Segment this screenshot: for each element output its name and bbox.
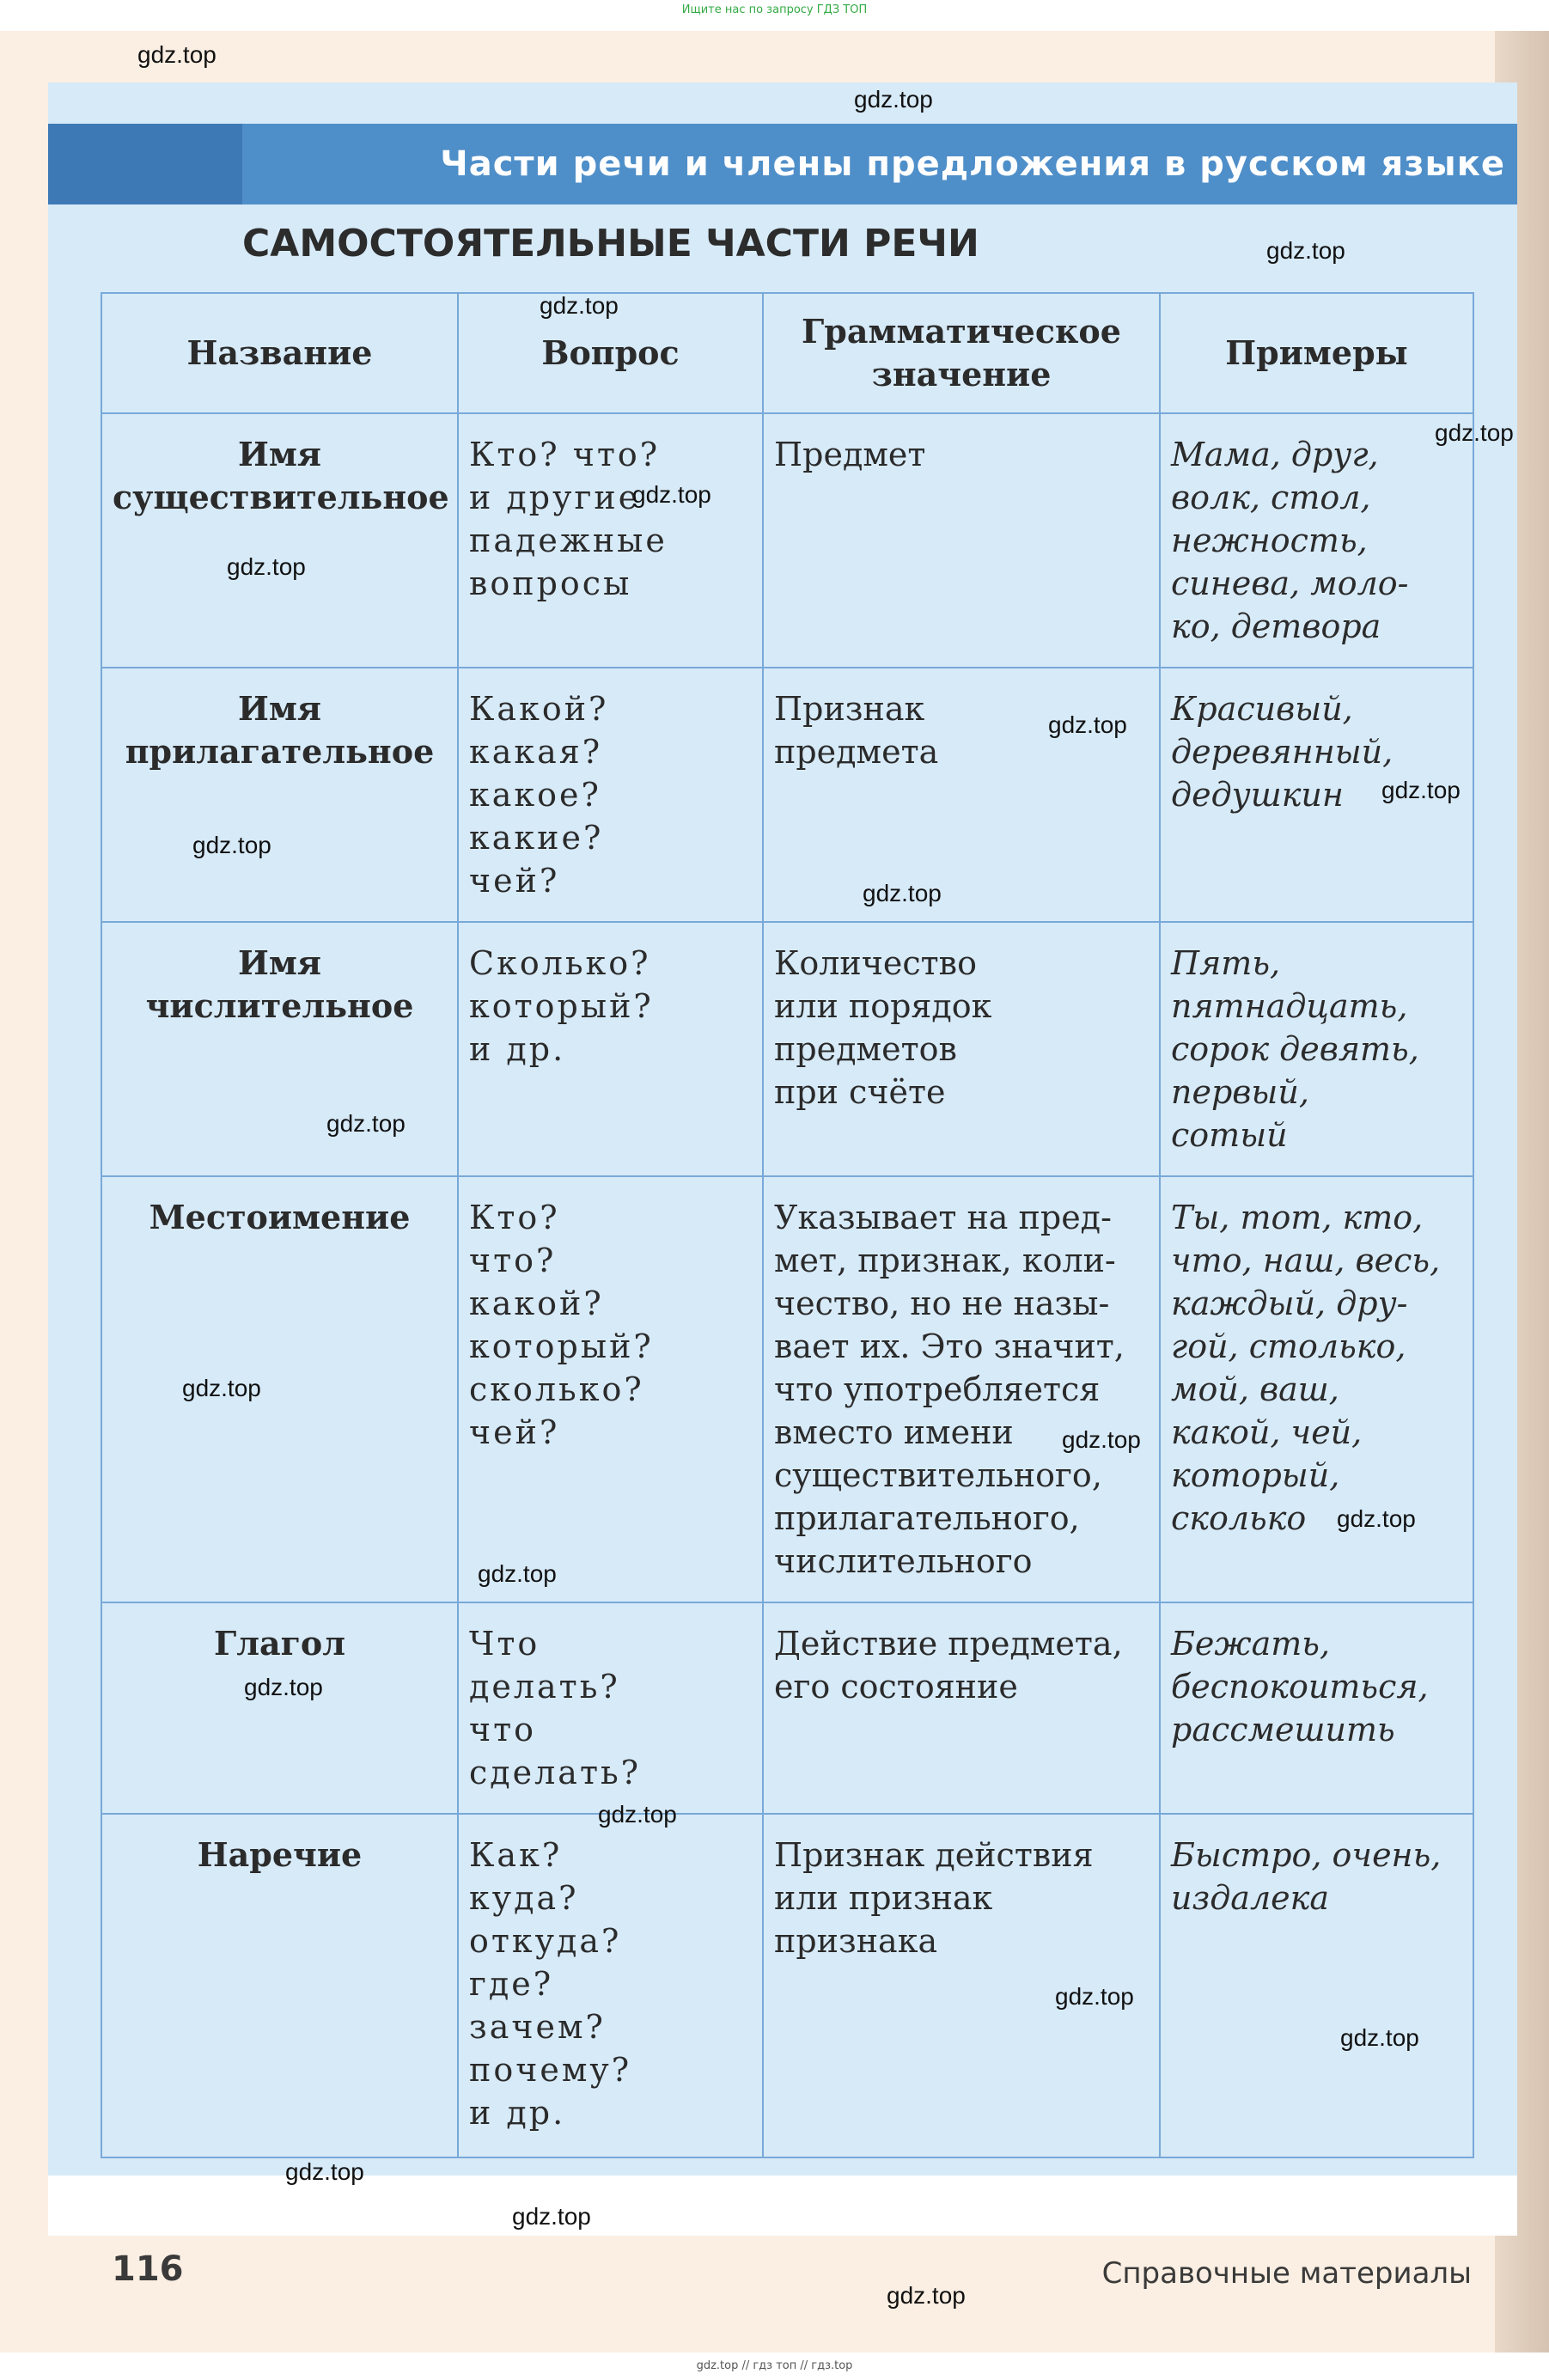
part-of-speech-name: Имя прилагательное <box>101 668 458 922</box>
watermark: gdz.top <box>227 553 306 580</box>
column-header-question: Вопрос <box>458 293 763 413</box>
examples-cell: Красивый, деревянный, дедушкин <box>1160 668 1473 922</box>
footer-section-label: Справочные материалы <box>1101 2256 1472 2291</box>
page-header-title: Части речи и члены предложения в русском языке <box>440 144 1505 184</box>
table-row <box>101 668 1473 922</box>
column-header-meaning: Грамматическое значение <box>763 293 1160 413</box>
part-of-speech-name: Глагол <box>101 1602 458 1814</box>
part-of-speech-name: Местоимение <box>101 1176 458 1602</box>
question-cell: Кто? что? какой? который? сколько? чей? <box>458 1176 763 1602</box>
examples-cell: Бежать, беспокоиться, рассмешить <box>1160 1602 1473 1814</box>
watermark: gdz.top <box>244 1674 323 1700</box>
watermark: gdz.top <box>137 41 216 68</box>
meaning-cell: Предмет <box>763 413 1160 668</box>
watermark: gdz.top <box>285 2158 364 2185</box>
watermark: gdz.top <box>887 2282 966 2309</box>
watermark: gdz.top <box>182 1375 261 1401</box>
question-cell: Как? куда? откуда? где? зачем? почему? и др. <box>458 1814 763 2157</box>
watermark: gdz.top <box>326 1110 406 1137</box>
examples-cell: Мама, друг, волк, стол, нежность, синева, моло- ко, детвора <box>1160 413 1473 668</box>
table-row <box>101 1602 1473 1814</box>
meaning-cell: Действие предмета, его состояние <box>763 1602 1160 1814</box>
table-header-row <box>101 293 1473 413</box>
meaning-cell: Признак действия или признак признака <box>763 1814 1160 2157</box>
watermark: gdz.top <box>1337 1505 1416 1532</box>
watermark: gdz.top <box>598 1801 677 1828</box>
parts-of-speech-table <box>101 292 1474 2158</box>
question-cell: Кто? что? и другие падежные вопросы <box>458 413 763 668</box>
top-notice: Ищите нас по запросу ГДЗ ТОП <box>681 3 868 16</box>
watermark: gdz.top <box>854 86 933 113</box>
examples-cell: Ты, тот, кто, что, наш, весь, каждый, дру- гой, столько, мой, ваш, какой, чей, который, сколько <box>1160 1176 1473 1602</box>
section-title: САМОСТОЯТЕЛЬНЫЕ ЧАСТИ РЕЧИ <box>242 222 979 265</box>
footer-strip <box>48 2176 1517 2236</box>
watermark: gdz.top <box>512 2203 591 2230</box>
question-cell: Какой? какая? какое? какие? чей? <box>458 668 763 922</box>
watermark: gdz.top <box>1266 237 1345 264</box>
watermark: gdz.top <box>1062 1426 1141 1453</box>
watermark: gdz.top <box>540 292 619 319</box>
watermark: gdz.top <box>192 832 271 858</box>
watermark: gdz.top <box>1048 711 1127 738</box>
watermark: gdz.top <box>632 481 711 508</box>
page-number: 116 <box>112 2249 184 2289</box>
examples-cell: Пять, пятнадцать, сорок девять, первый, сотый <box>1160 922 1473 1176</box>
question-cell: Что делать? что сделать? <box>458 1602 763 1814</box>
table-row <box>101 922 1473 1176</box>
column-header-name: Название <box>101 293 458 413</box>
part-of-speech-name: Имя существительное <box>101 413 458 668</box>
watermark: gdz.top <box>1055 1983 1134 2010</box>
watermark: gdz.top <box>1340 2024 1419 2051</box>
examples-cell: Быстро, очень, издалека <box>1160 1814 1473 2157</box>
meaning-cell: Количество или порядок предметов при счёте <box>763 922 1160 1176</box>
question-cell: Сколько? который? и др. <box>458 922 763 1176</box>
meaning-cell: Признак предмета <box>763 668 1160 922</box>
bottom-watermark-bar: gdz.top // гдз топ // гдз.top <box>0 2353 1549 2380</box>
table-row <box>101 1814 1473 2157</box>
watermark: gdz.top <box>478 1560 557 1587</box>
header-band-accent <box>48 124 242 204</box>
table-row <box>101 413 1473 668</box>
part-of-speech-name: Имя числительное <box>101 922 458 1176</box>
watermark: gdz.top <box>1381 777 1461 803</box>
part-of-speech-name: Наречие <box>101 1814 458 2157</box>
watermark: gdz.top <box>1435 419 1514 446</box>
watermark: gdz.top <box>863 880 942 906</box>
column-header-examples: Примеры <box>1160 293 1473 413</box>
meaning-cell: Указывает на пред- мет, признак, коли- чество, но не назы- вает их. Это значит, что употребляется вместо имени существительного, прилагательного, числительного <box>763 1176 1160 1602</box>
table-row <box>101 1176 1473 1602</box>
